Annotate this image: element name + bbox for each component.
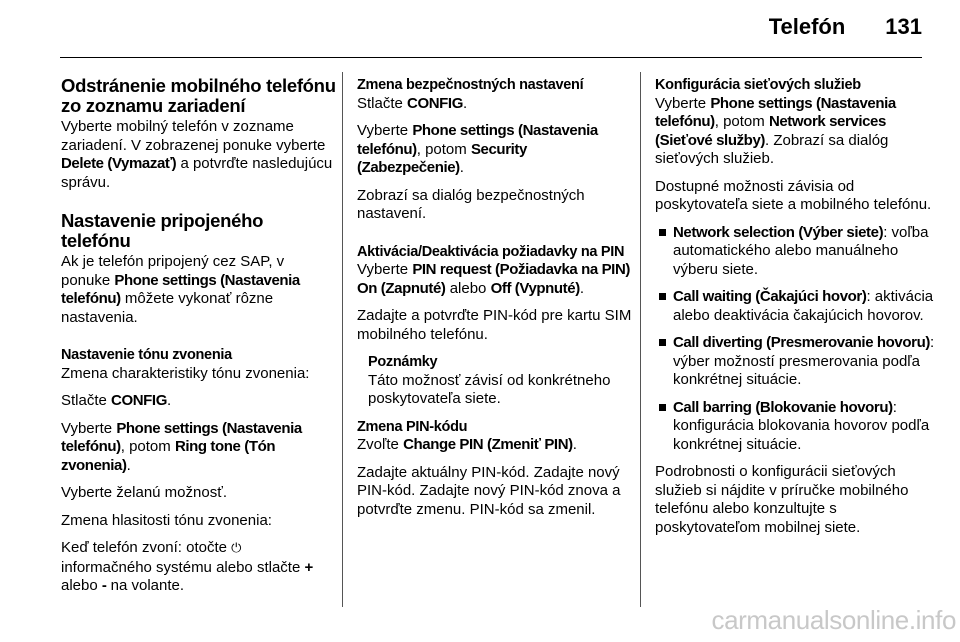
bullet-square-icon — [659, 339, 666, 346]
list-item: Call waiting (Čakajúci hovor): aktivácia alebo deaktivácia čakajúcich hovorov. — [655, 288, 935, 325]
page-number: 131 — [885, 14, 922, 39]
column-1 — [61, 76, 336, 605]
page-title: Telefón — [768, 14, 846, 39]
paragraph-ringtone-6: Keď telefón zvoní: otočte ⏻ informačného systému alebo stlačte + alebo - na volante. — [61, 539, 313, 594]
paragraph-security-2: Vyberte Phone settings (Nastavenia telefónu), potom Security (Zabezpečenie). — [357, 122, 598, 176]
page-header — [769, 14, 922, 46]
paragraph-ringtone-3: Vyberte Phone settings (Nastavenia telefónu), potom Ring tone (Tón zvonenia). — [61, 419, 302, 474]
heading-change-pin: Zmena PIN-kódu — [357, 418, 468, 435]
paragraph-pin-request-1: Vyberte PIN request (Požiadavka na PIN) On (Zapnuté) alebo Off (Vypnuté). — [357, 261, 630, 297]
paragraph-change-pin-2: Zadajte aktuálny PIN-kód. Zadajte nový PIN-kód. Zadajte nový PIN-kód znova a potvrďte zmenu. PIN-kód sa zmenil. — [357, 463, 621, 518]
heading-connected-phone: Nastavenie pripojeného telefónu — [61, 210, 264, 251]
paragraph-ringtone-5: Zmena hlasitosti tónu zvonenia: — [61, 511, 272, 529]
heading-remove-phone: Odstránenie mobilného telefónu zo zoznamu zariadení — [61, 75, 336, 116]
column-3 — [655, 76, 935, 546]
column-divider-1 — [342, 72, 343, 607]
header-rule — [60, 57, 922, 58]
paragraph-network-2: Dostupné možnosti závisia od poskytovateľa siete a mobilného telefónu. — [655, 177, 932, 213]
heading-ringtone: Nastavenie tónu zvonenia — [61, 347, 232, 363]
heading-network-services: Konfigurácia sieťových služieb — [655, 77, 861, 93]
bullet-square-icon — [659, 404, 666, 411]
paragraph-security-1: Stlačte CONFIG. — [357, 94, 468, 112]
watermark: carmanualsonline.info — [711, 605, 956, 635]
note-text: Táto možnosť závisí od konkrétneho poskytovateľa siete. — [368, 371, 611, 407]
paragraph-connected: Ak je telefón pripojený cez SAP, v ponuke Phone settings (Nastavenia telefónu) môžete vykonať rôzne nastavenia. — [61, 253, 300, 326]
paragraph-ringtone-4: Vyberte želanú možnosť. — [61, 484, 227, 501]
paragraph-security-3: Zobrazí sa dialóg bezpečnostných nastavení. — [357, 186, 585, 222]
list-item: Network selection (Výber siete): voľba automatického alebo manuálneho výberu siete. — [655, 224, 935, 280]
list-item: Call diverting (Presmerovanie hovoru): výber možností presmerovania podľa konkrétnej situácie. — [655, 334, 935, 390]
paragraph-network-3: Podrobnosti o konfigurácii sieťových služieb si nájdite v príručke mobilného telefónu alebo konzultujte s poskytovateľom mobilnej siete. — [655, 463, 909, 536]
bullet-square-icon — [659, 229, 666, 236]
paragraph-change-pin-1: Zvoľte Change PIN (Zmeniť PIN). — [357, 436, 577, 453]
paragraph-ringtone-1: Zmena charakteristiky tónu zvonenia: — [61, 364, 310, 382]
bullet-square-icon — [659, 293, 666, 300]
paragraph-network-1: Vyberte Phone settings (Nastavenia telefónu), potom Network services (Sieťové služby). Zobrazí sa dialóg sieťových služieb. — [655, 94, 896, 167]
paragraph-pin-request-2: Zadajte a potvrďte PIN-kód pre kartu SIM mobilného telefónu. — [357, 307, 632, 343]
power-knob-icon: ⏻ — [231, 541, 242, 556]
note-heading: Poznámky — [368, 354, 438, 370]
heading-pin-request: Aktivácia/Deaktivácia požiadavky na PIN — [357, 243, 625, 260]
column-2 — [357, 76, 637, 528]
column-divider-2 — [640, 72, 641, 607]
paragraph-ringtone-2: Stlačte CONFIG. — [61, 392, 172, 409]
note-box — [368, 353, 637, 409]
list-item: Call barring (Blokovanie hovoru): konfigurácia blokovania hovorov podľa konkrétnej situácie. — [655, 399, 935, 455]
paragraph-remove: Vyberte mobilný telefón v zozname zariadení. V zobrazenej ponuke vyberte Delete (Vymazať) a potvrďte nasledujúcu správu. — [61, 118, 333, 191]
heading-security: Zmena bezpečnostných nastavení — [357, 77, 584, 93]
